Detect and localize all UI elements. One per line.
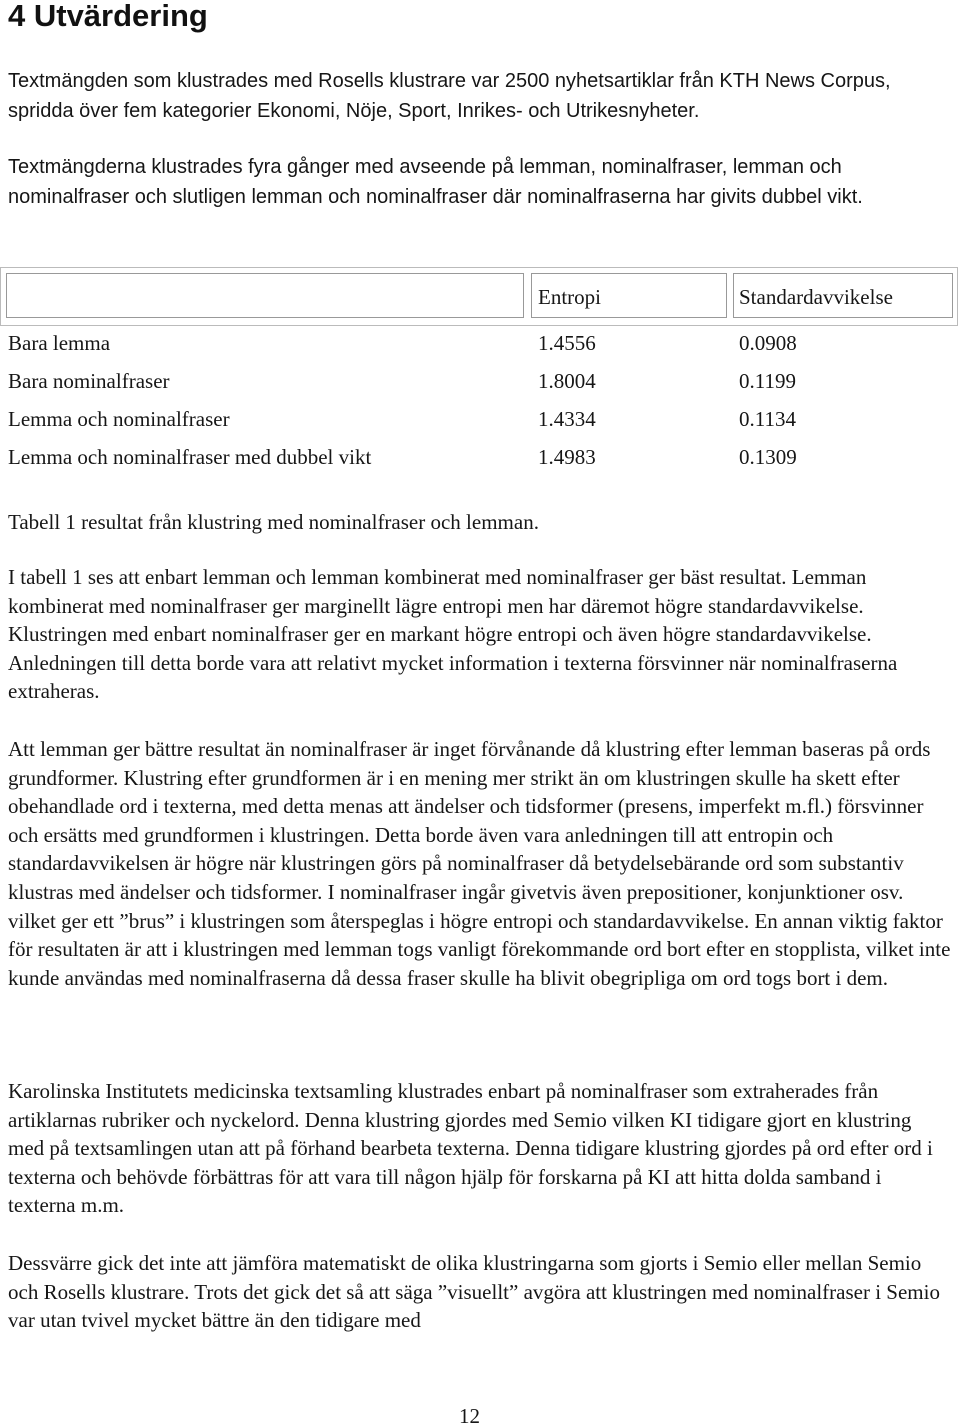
table-cell-entropi: 1.4983 <box>538 445 596 469</box>
table-row-label: Lemma och nominalfraser <box>8 407 230 431</box>
body-paragraph-4: Dessvärre gick det inte att jämföra matematiskt de olika klustringarna som gjorts i Semio eller mellan Semio och Rosells klustrare. Trots det gick det så att säga ”visuellt” avgöra att klustringen med nominalfraser i Semio var utan tvivel mycket bättre än den tidigare med <box>8 1251 940 1333</box>
body-paragraph-3: Karolinska Institutets medicinska textsamling klustrades enbart på nominalfraser som extraherades från artiklarnas rubriker och nyckelord. Denna klustring gjordes med Semio vilken KI tidigare gjort en klustring med på textsamlingen utan att på förhand bearbeta texterna. Denna tidigare klustring gjordes på ord efter ord i texterna och behövde förbättras för att vara till någon hjälp för forskarna på KI att hitta dolda samband i texterna m.m. <box>8 1079 933 1218</box>
table-cell-entropi: 1.4556 <box>538 331 596 355</box>
table-cell-std: 0.1199 <box>739 369 796 393</box>
table-header-entropi: Entropi <box>538 285 601 309</box>
table-cell-std: 0.0908 <box>739 331 797 355</box>
section-heading: 4 Utvärdering <box>8 0 208 33</box>
body-paragraph-2: Att lemman ger bättre resultat än nominalfraser är inget förvånande då klustring efter lemman baseras på ords grundformer. Klustring efter grundformen är i en mening mer strikt än om klustringen skulle ha skett efter obehandlade ord i texterna, med detta menas att ändelser och tidsformer (presens, imperfekt m.fl.) försvinner och ersätts med grundformen i klustringen. Detta borde även vara anledningen till att entropin och standardavvikelsen är högre när klustringen görs på nominalfraser då betydelsebärande ord som substantiv klustras med ändelser och tidsformer. I nominalfraser ingår givetvis även prepositioner, konjunktioner osv. vilket ger ett ”brus” i klustringen som återspeglas i högre entropi och standardavvikelse. En annan viktig faktor för resultaten är att i klustringen med lemman togs vanligt förekommande ord bort efter en stopplista, vilket inte kunde användas med nominalfraserna då dessa fraser skulle ha blivit obegripliga om ord togs bort i dem. <box>8 737 951 990</box>
table-cell-entropi: 1.8004 <box>538 369 596 393</box>
table-caption: Tabell 1 resultat från klustring med nominalfraser och lemman. <box>8 510 539 534</box>
table-cell-entropi: 1.4334 <box>538 407 596 431</box>
table-cell-std: 0.1134 <box>739 407 796 431</box>
table-row-label: Bara lemma <box>8 331 111 355</box>
intro-paragraph-1: Textmängden som klustrades med Rosells klustrare var 2500 nyhetsartiklar från KTH News Corpus, spridda över fem kategorier Ekonomi, Nöje, Sport, Inrikes- och Utrikesnyheter. <box>8 70 891 122</box>
intro-paragraph-2: Textmängderna klustrades fyra gånger med avseende på lemman, nominalfraser, lemman och nominalfraser och slutligen lemman och nominalfraser där nominalfraserna har givits dubbel vikt. <box>8 156 863 208</box>
table-cell-std: 0.1309 <box>739 445 797 469</box>
page-number: 12 <box>459 1404 480 1428</box>
table-row-label: Bara nominalfraser <box>8 369 170 393</box>
body-paragraph-1: I tabell 1 ses att enbart lemman och lemman kombinerat med nominalfraser ger bäst resultat. Lemman kombinerat med nominalfraser ger marginellt lägre entropi men har däremot högre standardavvikelse. Klustringen med enbart nominalfraser ger en markant högre entropi och även högre standardavvikelse. Anledningen till detta borde vara att relativt mycket information i texterna försvinner när nominalfraserna extraheras. <box>8 565 898 704</box>
table-row-label: Lemma och nominalfraser med dubbel vikt <box>8 445 372 469</box>
table-header-standardavvikelse: Standardavvikelse <box>739 285 893 309</box>
table-header-cell-empty <box>6 273 524 318</box>
